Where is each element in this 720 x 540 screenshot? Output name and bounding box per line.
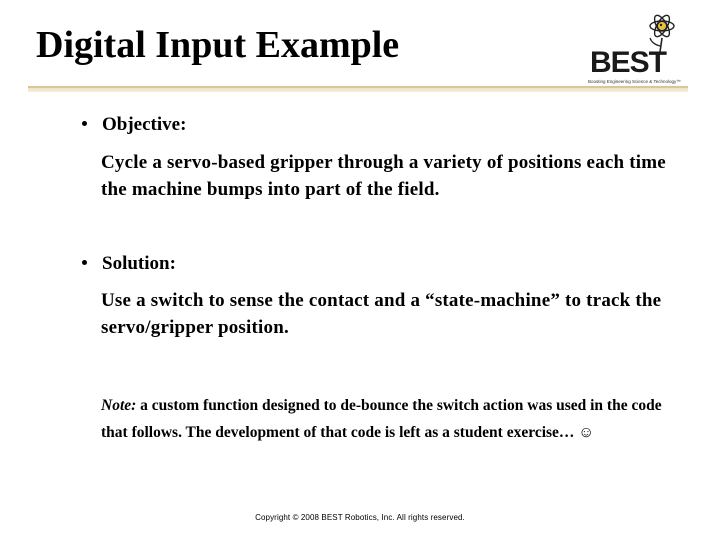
note-text: a custom function designed to de-bounce the switch action was used in the code that follows. The development of that code is left as a student exercise… ☺ xyxy=(101,397,662,441)
bullet-dot-icon xyxy=(82,121,87,126)
slide-title: Digital Input Example xyxy=(36,24,400,66)
bullet-dot-icon xyxy=(82,260,87,265)
copyright-footer: Copyright © 2008 BEST Robotics, Inc. All rights reserved. xyxy=(255,513,465,522)
bullet-heading: Solution: xyxy=(102,253,176,274)
bullet-heading: Objective: xyxy=(102,114,187,135)
logo-wordmark: BEST xyxy=(590,46,667,79)
logo-tagline: Boosting Engineering Science & Technology™ xyxy=(588,79,681,84)
objective-body: Cycle a servo-based gripper through a variety of positions each time the machine bumps into part of the field. xyxy=(101,152,666,200)
title-divider-line xyxy=(28,86,688,88)
solution-body: Use a switch to sense the contact and a “state-machine” to track the servo/gripper position. xyxy=(101,290,662,338)
best-logo xyxy=(586,8,706,84)
note-paragraph xyxy=(101,392,681,446)
note-label: Note: xyxy=(101,397,137,414)
